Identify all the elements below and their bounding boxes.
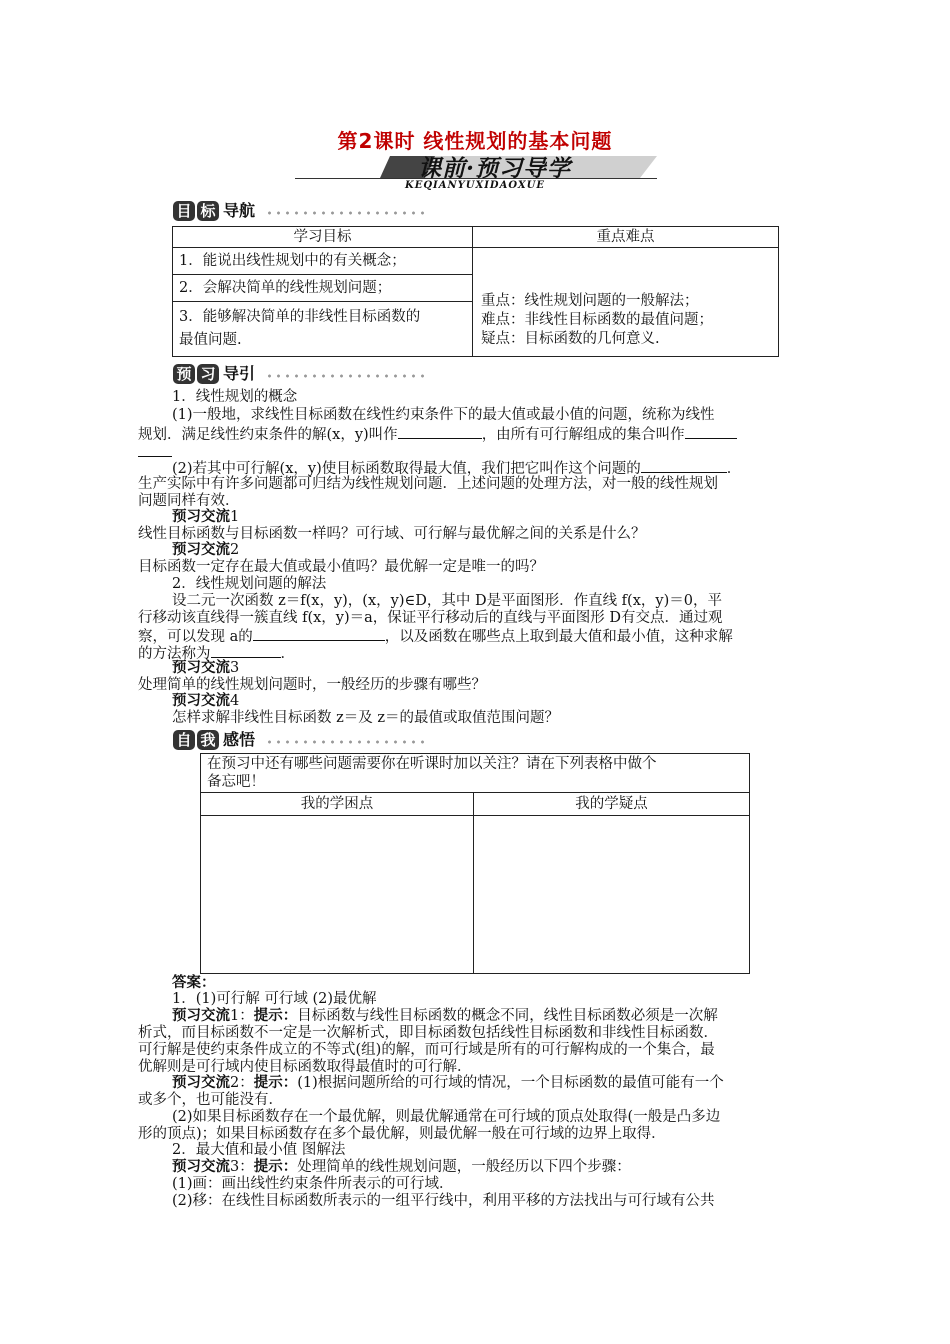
text: 处理简单的线性规划问题，一般经历以下四个步骤： <box>297 1159 631 1175</box>
memo-prompt <box>201 754 750 793</box>
section-badge: 标 <box>197 201 219 221</box>
section-badge: 我 <box>197 730 219 750</box>
exercise-question: 怎样求解非线性目标函数 z＝及 z＝的最值或取值范围问题？ <box>172 710 559 726</box>
fill-blank[interactable] <box>211 643 281 658</box>
banner-pinyin: KEQIANYUXIDAOXUE <box>405 180 545 191</box>
exercise-question: 处理简单的线性规划问题时，一般经历的步骤有哪些？ <box>138 677 486 693</box>
answer-line <box>172 1074 724 1092</box>
text: 预习交流 <box>172 541 230 558</box>
goal-table <box>172 226 779 357</box>
answers-label: 答案： <box>172 974 216 991</box>
fill-blank[interactable] <box>398 424 482 439</box>
dotted-decoration <box>265 210 425 216</box>
fill-blank[interactable] <box>253 626 385 641</box>
paragraph: 设二元一次函数 z＝f(x，y)，(x，y)∈D，其中 D是平面图形．作直线 f(x，y)＝0，平 <box>172 593 722 609</box>
answer-line: 可行解是使约束条件成立的不等式(组)的解，而可行域是所有的可行解构成的一个集合，最 <box>138 1042 715 1058</box>
paragraph: 问题同样有效． <box>138 493 240 509</box>
banner-heading: 课前·预习导学 <box>418 155 572 182</box>
answer-line: 优解则是可行域内使目标函数取得最值时的可行解． <box>138 1059 472 1075</box>
heading-concept: 1．线性规划的概念 <box>172 389 298 405</box>
section-badge: 预 <box>173 364 195 384</box>
text: 4 <box>230 693 240 709</box>
exercise-label <box>172 508 239 526</box>
dotted-decoration <box>265 739 425 745</box>
text: 提示： <box>253 1007 298 1024</box>
text: 2 <box>230 542 240 558</box>
fill-blank[interactable] <box>685 424 737 439</box>
paragraph <box>138 424 737 444</box>
text: 的方法称为 <box>138 646 211 662</box>
text: 在预习中还有哪些问题需要你在听课时加以关注？请在下列表格中做个 <box>207 756 657 772</box>
memo-header-difficulty: 我的学困点 <box>201 793 474 816</box>
answer-line: 或多个，也可能没有． <box>138 1092 283 1108</box>
goal-item: 2．会解决简单的线性规划问题； <box>173 275 472 302</box>
section-badge: 目 <box>173 201 195 221</box>
section-badge: 习 <box>197 364 219 384</box>
text: 提示： <box>253 1074 298 1091</box>
fill-blank[interactable] <box>641 458 727 473</box>
text: 规划．满足线性约束条件的解(x，y)叫作 <box>138 427 398 443</box>
answer-line: (2)移：在线性目标函数所表示的一组平行线中，利用平移的方法找出与可行域有公共 <box>172 1193 715 1209</box>
memo-header-doubt: 我的学疑点 <box>474 793 750 816</box>
exercise-question: 线性目标函数与目标函数一样吗？可行域、可行解与最优解之间的关系是什么？ <box>138 526 646 542</box>
key-item: 疑点：目标函数的几何意义. <box>481 331 660 347</box>
text: 备忘吧！ <box>207 774 265 790</box>
goal-item: 1．能说出线性规划中的有关概念； <box>173 248 472 275</box>
text: 预习交流 <box>172 1158 230 1175</box>
exercise-question: 目标函数一定存在最大值或最小值吗？最优解一定是唯一的吗？ <box>138 559 544 575</box>
text: (1)根据问题所给的可行域的情况，一个目标函数的最值可能有一个 <box>297 1075 724 1091</box>
text: (2)若其中可行解(x，y)使目标函数取得最大值，我们把它叫作这个问题的 <box>172 461 641 477</box>
section-header-reflection <box>173 730 453 752</box>
answer-line: 1．(1)可行解 可行域 (2)最优解 <box>172 991 377 1007</box>
answer-line: 析式，而目标函数不一定是一次解析式，即目标函数包括线性目标函数和非线性目标函数． <box>138 1025 718 1041</box>
answer-line: (1)画：画出线性约束条件所表示的可行域． <box>172 1176 454 1192</box>
paragraph: 行移动该直线得一簇直线 f(x，y)＝a，保证平行移动后的直线与平面图形 D有交点．通过观 <box>138 610 723 626</box>
answer-line: 形的顶点)；如果目标函数存在多个最优解，则最优解一般在可行域的边界上取得． <box>138 1126 666 1142</box>
text: 目标函数与线性目标函数的概念不同，线性目标函数必须是一次解 <box>297 1008 718 1024</box>
text: 2： <box>230 1075 254 1091</box>
exercise-label <box>172 659 239 677</box>
text: ，由所有可行解组成的集合叫作 <box>481 427 685 443</box>
text: 3 <box>230 660 240 676</box>
paragraph <box>138 442 172 462</box>
section-header-goals <box>173 201 453 223</box>
paragraph: (1)一般地，求线性目标函数在线性约束条件下的最大值或最小值的问题，统称为线性 <box>172 407 715 423</box>
section-title: 感悟 <box>223 730 256 749</box>
exercise-label <box>172 541 239 559</box>
fill-blank[interactable] <box>138 442 172 457</box>
text: 预习交流 <box>172 1074 230 1091</box>
memo-cell-doubt[interactable] <box>474 816 750 974</box>
page-title: 第2课时 线性规划的基本问题 <box>337 129 613 153</box>
text: 察，可以发现 a的 <box>138 629 253 645</box>
text: 预习交流 <box>172 1007 230 1024</box>
exercise-label <box>172 692 239 710</box>
key-cell <box>473 248 779 357</box>
text: 预习交流 <box>172 692 230 709</box>
text: 预习交流 <box>172 508 230 525</box>
text: 1 <box>230 509 240 525</box>
memo-cell-difficulty[interactable] <box>201 816 474 974</box>
section-badge: 自 <box>173 730 195 750</box>
text: 1： <box>230 1008 254 1024</box>
answer-line: (2)如果目标函数存在一个最优解，则最优解通常在可行域的顶点处取得(一般是凸多边 <box>172 1109 721 1125</box>
text: ，以及函数在哪些点上取到最大值和最小值，这种求解 <box>384 629 733 645</box>
dotted-decoration <box>265 373 425 379</box>
section-title: 导引 <box>223 364 256 383</box>
key-item: 重点：线性规划问题的一般解法； <box>481 293 699 309</box>
heading-method: 2．线性规划问题的解法 <box>172 576 327 592</box>
goal-item: 3．能够解决简单的非线性目标函数的 <box>179 309 421 325</box>
answer-line <box>172 1007 718 1025</box>
memo-table <box>200 753 750 974</box>
section-header-preview <box>173 364 453 386</box>
paragraph: (2)若其中可行解(x，y)使目标函数取得最大值，我们把它叫作这个问题的 ． <box>172 458 741 478</box>
key-item: 难点：非线性目标函数的最值问题； <box>481 312 713 328</box>
answer-line: 2．最大值和最小值 图解法 <box>172 1142 346 1158</box>
paragraph: 的方法称为 ． <box>138 643 295 663</box>
text: 提示： <box>253 1158 298 1175</box>
goal-item: 最值问题. <box>179 332 242 348</box>
goal-header: 学习目标 <box>173 227 473 248</box>
goal-cell <box>173 248 473 357</box>
key-header: 重点难点 <box>473 227 779 248</box>
text: 预习交流 <box>172 659 230 676</box>
paragraph: 生产实际中有许多问题都可归结为线性规划问题．上述问题的处理方法，对一般的线性规划 <box>138 476 718 492</box>
section-title: 导航 <box>223 201 256 220</box>
answer-line <box>172 1158 631 1176</box>
text: 3： <box>230 1159 254 1175</box>
